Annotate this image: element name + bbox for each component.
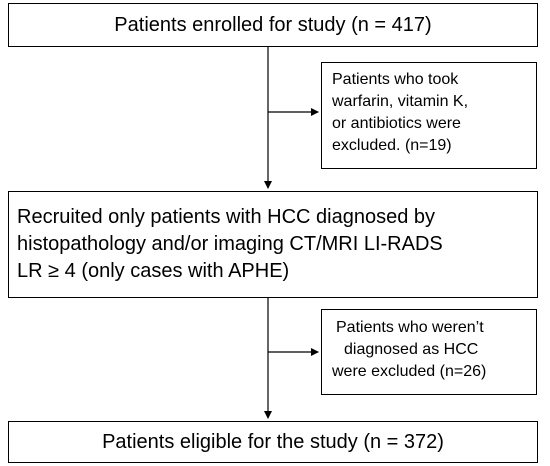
non-hcc-exclusion-box	[321, 309, 537, 395]
medication-exclusion-line-3: or antibiotics were	[332, 115, 461, 132]
eligible-text: Patients eligible for the study (n = 372)	[102, 430, 444, 453]
enrolled-text: Patients enrolled for study (n = 417)	[114, 13, 432, 36]
recruited-line-3: LR ≥ 4 (only cases with APHE)	[17, 260, 290, 282]
eligible-box	[8, 421, 538, 463]
non-hcc-exclusion-line-2: diagnosed as HCC	[344, 341, 479, 358]
enrolled-box	[8, 3, 538, 47]
medication-exclusion-line-4: excluded. (n=19)	[332, 137, 452, 154]
recruited-line-1: Recruited only patients with HCC diagnosed by	[17, 206, 435, 228]
recruited-line-2: histopathology and/or imaging CT/MRI LI-RADS	[17, 233, 443, 255]
non-hcc-exclusion-line-3: were excluded (n=26)	[332, 363, 487, 380]
medication-exclusion-line-2: warfarin, vitamin K,	[332, 93, 469, 110]
medication-exclusion-line-1: Patients who took	[332, 71, 459, 88]
recruited-box	[8, 191, 538, 298]
non-hcc-exclusion-line-1: Patients who weren’t	[336, 319, 484, 336]
medication-exclusion-box	[321, 62, 537, 169]
